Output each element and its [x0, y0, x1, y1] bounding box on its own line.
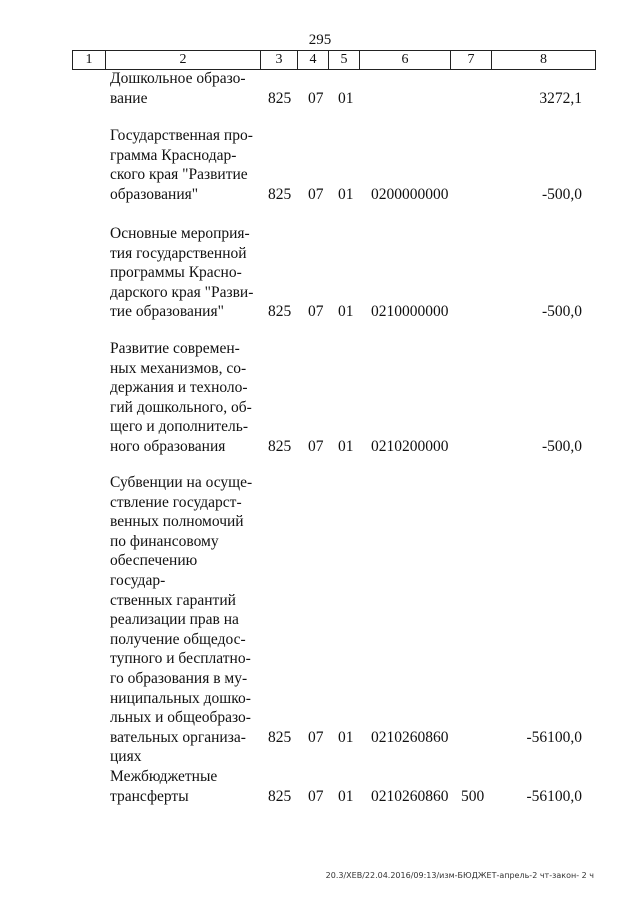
- row-code-7: 500: [461, 787, 485, 805]
- document-footer: 20.3/ХЕВ/22.04.2016/09:13/изм-БЮДЖЕТ-апрель-2 чт-закон- 2 ч: [325, 871, 594, 880]
- row-code-4: 07: [308, 438, 324, 455]
- row-code-6: 0210260860: [371, 787, 449, 805]
- row-code-5: 01: [338, 438, 354, 455]
- header-cell-6: 6: [360, 51, 451, 69]
- header-cell-8: 8: [540, 52, 547, 67]
- row-code-5: 01: [338, 185, 354, 203]
- row-code-5: 01: [338, 787, 354, 805]
- row-amount: -500,0: [541, 185, 582, 203]
- row-code-3: 825: [268, 438, 292, 455]
- header-cell-3: 3: [261, 51, 298, 69]
- row-description: Развитие современ- ных механизмов, со- держания и техноло- гий дошкольного, об- щего и дополнитель- ного образования: [110, 340, 252, 455]
- row-code-4: 07: [308, 89, 324, 107]
- header-cell-7: 7: [451, 51, 492, 69]
- row-code-4: 07: [308, 185, 324, 203]
- row-amount: -56100,0: [526, 787, 582, 805]
- page-number: 295: [308, 32, 332, 48]
- row-code-5: 01: [338, 89, 354, 107]
- row-code-6: 0210000000: [371, 303, 449, 321]
- header-cell-5: 5: [329, 51, 360, 69]
- row-code-4: 07: [308, 303, 324, 321]
- header-cell-4: 4: [298, 51, 329, 69]
- row-code-3: 825: [268, 185, 292, 203]
- row-amount: -500,0: [541, 438, 582, 455]
- row-code-3: 825: [268, 303, 292, 321]
- row-description: Межбюджетные трансферты: [110, 768, 218, 805]
- row-description: Субвенции на осуще- ствление государст- венных полномочий по финансовому обеспечению государ- ственных гарантий реализации прав на получение общедос- тупного и бесплатно- го образования в му- ниципальных дошко- льных и общеобразо- вательных организа- циях: [110, 474, 253, 766]
- row-code-5: 01: [338, 728, 354, 746]
- row-code-4: 07: [308, 728, 324, 746]
- row-code-6: 0200000000: [371, 185, 449, 203]
- row-code-5: 01: [338, 303, 354, 321]
- row-amount: 3272,1: [539, 89, 582, 107]
- row-code-3: 825: [268, 728, 292, 746]
- header-cell-1: 1: [73, 51, 106, 69]
- row-description: Дошкольное образо- вание: [110, 70, 246, 107]
- row-description: Государственная про- грамма Краснодар- ского края "Развитие образования": [110, 127, 253, 203]
- row-code-3: 825: [268, 89, 292, 107]
- row-amount: -500,0: [541, 303, 582, 321]
- row-code-6: 0210260860: [371, 728, 449, 746]
- row-code-6: 0210200000: [371, 438, 449, 455]
- row-code-3: 825: [268, 787, 292, 805]
- header-cell-2: 2: [106, 51, 261, 69]
- table-header: [72, 50, 596, 70]
- row-amount: -56100,0: [526, 728, 582, 746]
- row-description: Основные мероприя- тия государственной программы Красно- дарского края "Разви- тие образования": [110, 225, 254, 321]
- row-code-4: 07: [308, 787, 324, 805]
